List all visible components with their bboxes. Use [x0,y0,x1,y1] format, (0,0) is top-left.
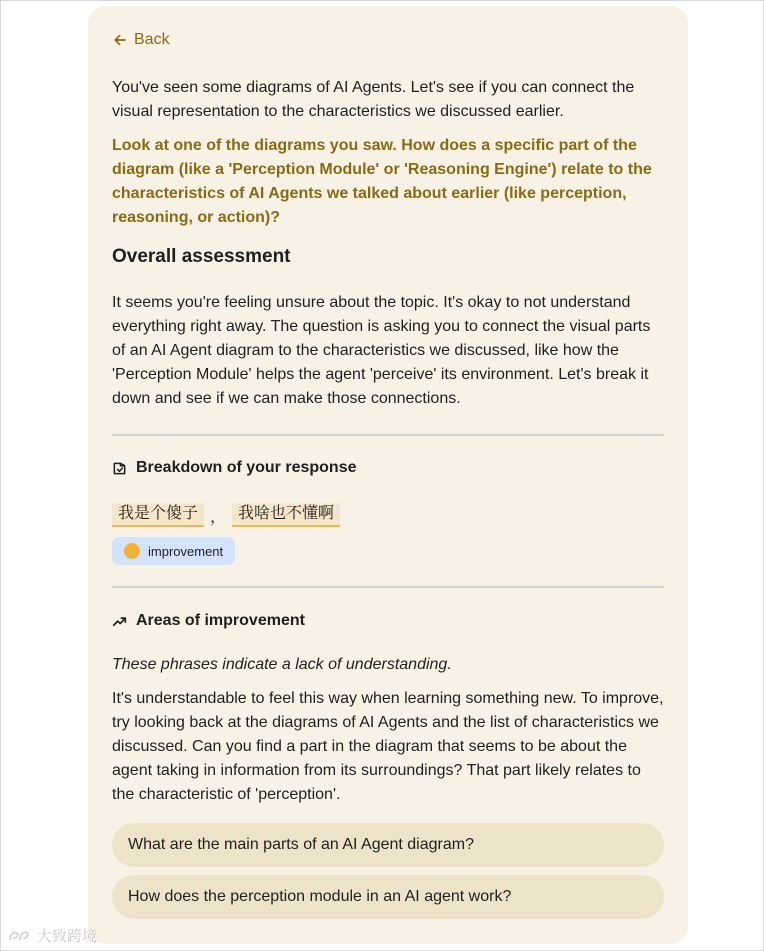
improvement-text: It's understandable to feel this way when learning something new. To improve, try looking back at the diagrams of AI Agents and the list of characteristics we discussed. Can you find a part in the diagram that seems to be about the agent taking in information from its surroundings? That part likely relates to the characteristic of 'perception'. [112,690,664,803]
highlighted-phrase[interactable]: 我啥也不懂啊 [232,503,340,527]
suggestion-chip[interactable]: What are the main parts of an AI Agent diagram? [112,823,664,867]
watermark-logo-icon [7,928,33,944]
watermark [7,925,97,946]
divider [112,586,664,588]
feedback-card [88,6,688,944]
response-phrases [112,503,340,527]
improvement-badge [112,537,235,565]
overall-assessment-heading: Overall assessment [112,246,291,267]
back-label: Back [134,31,170,48]
watermark-text: 大致跨境 [37,928,98,945]
improvement-badge-label: improvement [148,543,224,559]
suggestion-chip[interactable]: How does the perception module in an AI agent work? [112,875,664,919]
breakdown-heading [112,459,357,477]
intro-text: You've seen some diagrams of AI Agents. Let's see if you can connect the visual representation to the characteristics we discussed earlier. [112,79,635,120]
question-text: Look at one of the diagrams you saw. How does a specific part of the diagram (like a 'Perception Module' or 'Reasoning Engine') relate to the characteristics of AI Agents we talked about earlier (like perception, reasoning, or action)? [112,137,652,226]
trending-up-icon [112,614,127,629]
overall-assessment-text: It seems you're feeling unsure about the topic. It's okay to not understand everything right away. The question is asking you to connect the visual parts of an AI Agent diagram to the characteristics we discussed, like how the 'Perception Module' helps the agent 'perceive' its environment. Let's break it down and see if we can make those connections. [112,294,651,407]
breakdown-icon [112,461,127,476]
breakdown-heading-label: Breakdown of your response [136,459,357,476]
improvement-heading-label: Areas of improvement [136,612,305,629]
arrow-left-icon [112,32,128,48]
improvement-note: These phrases indicate a lack of understanding. [112,656,452,673]
improvement-heading [112,612,305,630]
phrase-separator: ， [210,508,227,526]
back-button[interactable] [112,31,170,49]
highlighted-phrase[interactable]: 我是个傻子 [112,503,204,527]
status-dot-icon [124,543,140,559]
divider [112,434,664,436]
